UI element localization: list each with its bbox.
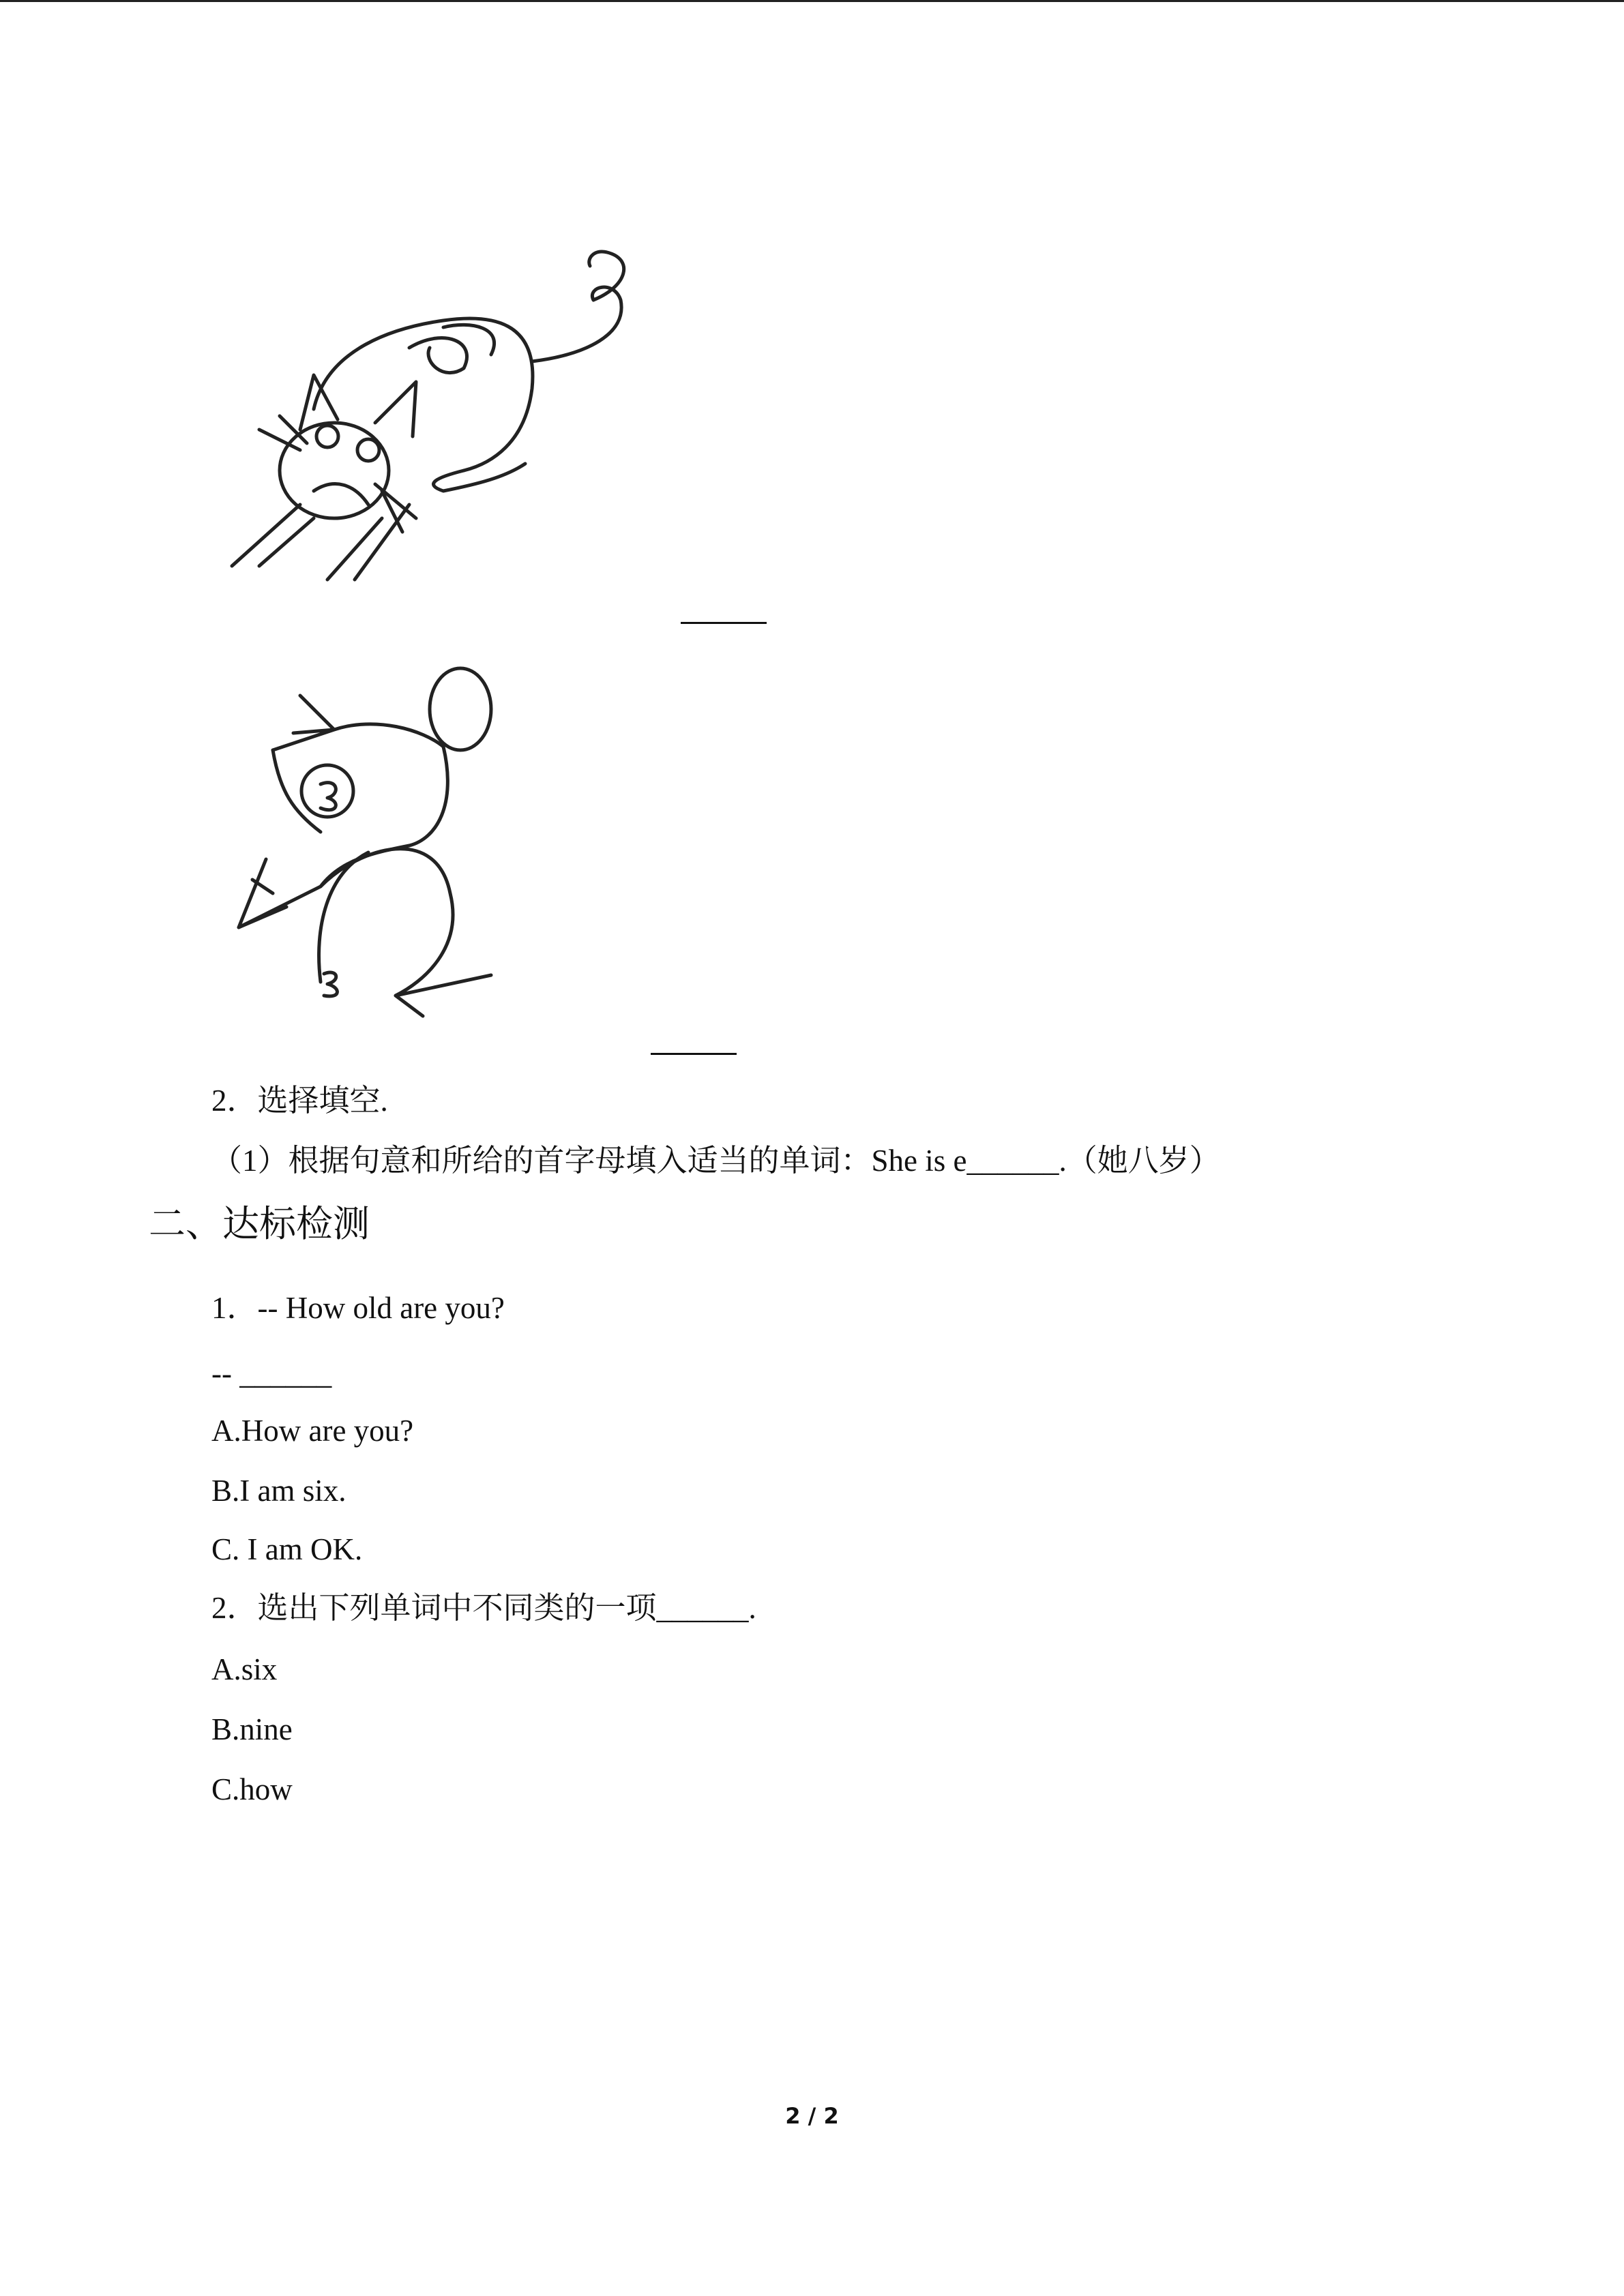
q2-question: 2．选出下列单词中不同类的一项______. (211, 1591, 756, 1625)
q2-option-a[interactable]: A.six (211, 1652, 278, 1686)
q1-question: 1．-- How old are you? (211, 1291, 505, 1325)
mouse-drawing-icon (218, 655, 532, 1043)
q1-option-c[interactable]: C. I am OK. (211, 1532, 363, 1566)
page-top-border (0, 0, 1624, 2)
cat-drawing-icon (218, 245, 655, 600)
q2-option-c[interactable]: C.how (211, 1772, 293, 1806)
page-number: 2 / 2 (785, 2103, 839, 2129)
q2-select-fill-label: 2．选择填空. (211, 1084, 388, 1118)
section-heading: 二、达标检测 (149, 1204, 370, 1244)
mouse-answer-blank-text (651, 1031, 712, 1054)
q1-option-a[interactable]: A.How are you? (211, 1414, 414, 1448)
q2-sub1-question: （1）根据句意和所给的首字母填入适当的单词：She is e______.（她八岁） (211, 1144, 1220, 1178)
q2-option-b[interactable]: B.nine (211, 1712, 293, 1746)
q1-option-b[interactable]: B.I am six. (211, 1474, 346, 1508)
cat-answer-blank-text (681, 600, 742, 623)
q1-answer-line: -- ______ (211, 1356, 332, 1390)
